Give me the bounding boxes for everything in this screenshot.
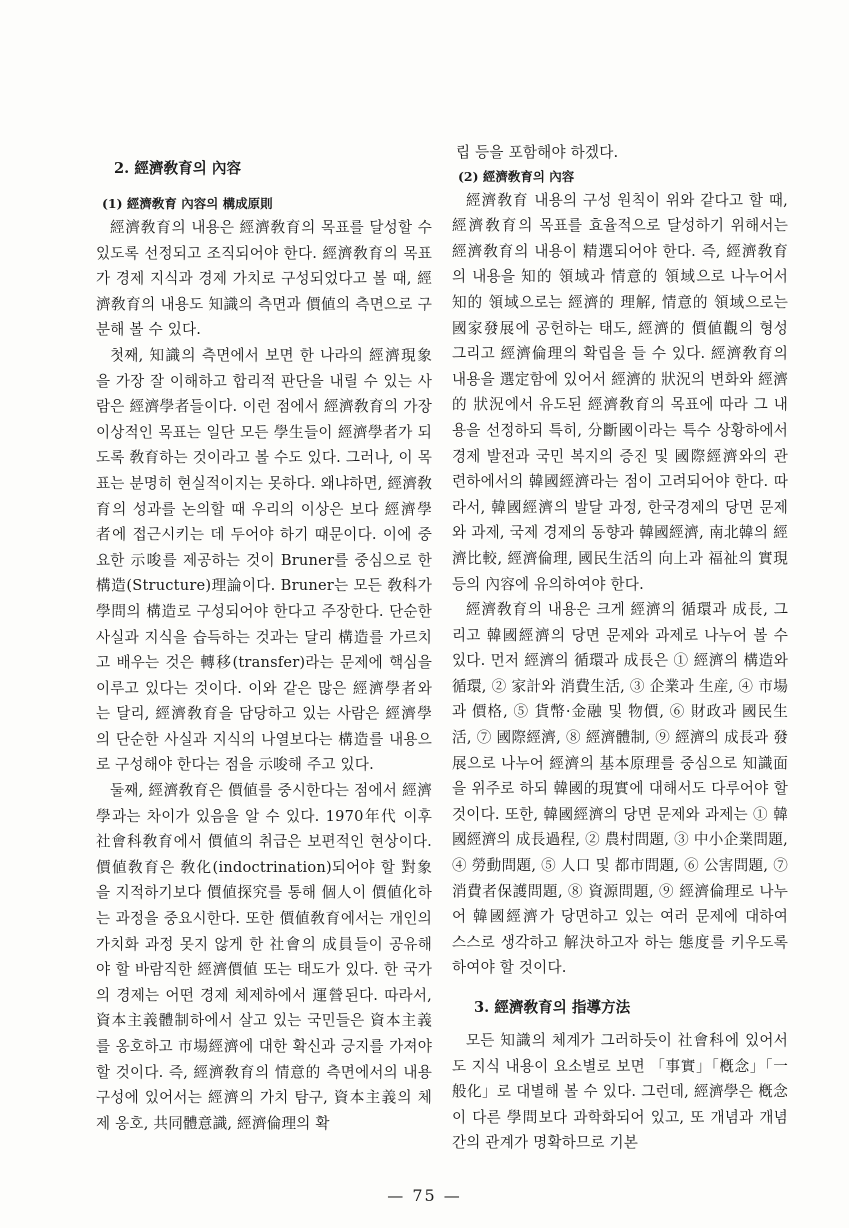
paragraph: 經濟敎育 내용의 구성 원칙이 위와 같다고 할 때, 經濟敎育의 목표를 효율적으로 달성하기 위해서는 經濟敎育의 내용이 精選되어야 한다. 즉, 經濟敎育의 내용을 知的 領域과 情意的 領域으로 나누어서 知的 領域으로는 經濟的 理解, 情意的 領域으로는 國家發展에 공헌하는 태도, 經濟的 價値觀의 형성 그리고 經濟倫理의 확립을 들 수 있다. 經濟敎育의 내용을 選定함에 있어서 經濟的 狀況의 변화와 經濟的 狀況에서 유도된 經濟敎育의 목표에 따라 그 내용을 선정하되 특히, 分斷國이라는 특수 상황하에서 경제 발전과 국민 복지의 증진 및 國際經濟와의 관련하에서의 韓國經濟라는 점이 고려되어야 한다. 따라서, 韓國經濟의 발달 과정, 한국경제의 당면 문제와 과제, 국제 경제의 동향과 韓國經濟, 南北韓의 經濟比較, 經濟倫理, 國民生活의 向上과 福祉의 實現 등의 內容에 유의하여야 한다.	[452, 191, 788, 593]
paragraph: 둘째, 經濟敎育은 價値를 중시한다는 점에서 經濟學과는 차이가 있음을 알 수 있다. 1970年代 이후 社會科敎育에서 價値의 취급은 보편적인 현상이다. 價値敎育은 敎化(indoctrination)되어야 할 對象을 지적하기보다 價値探究를 통해 個人이 價値化하는 과정을 중요시한다. 또한 價値敎育에서는 개인의 가치화 과정 못지 않게 한 社會의 成員들이 공유해야 할 바람직한 經濟價値 또는 태도가 있다. 한 국가의 경제는 어떤 경제 체제하에서 運營된다. 따라서, 資本主義體制하에서 살고 있는 국민들은 資本主義를 옹호하고 市場經濟에 대한 확신과 긍지를 가져야 할 것이다. 즉, 經濟敎育의 情意的 측면에서의 내용 구성에 있어서는 經濟의 가치 탐구, 資本主義의 체제 옹호, 共同體意識, 經濟倫理의 확	[96, 782, 432, 1132]
subsection-title: (1) 經濟敎育 內容의 構成原則	[102, 196, 273, 211]
paragraph: 經濟敎育의 내용은 經濟敎育의 목표를 달성할 수 있도록 선정되고 조직되어야 한다. 經濟敎育의 목표가 경제 지식과 경제 가치로 구성되었다고 볼 때, 經濟敎育의 내용도 知識의 측면과 價値의 측면으로 구분해 볼 수 있다.	[96, 219, 432, 339]
right-column	[452, 140, 788, 1156]
paragraph: 모든 知識의 체계가 그러하듯이 社會科에 있어서도 지식 내용이 요소별로 보면 「事實」「槪念」「一般化」로 대별해 볼 수 있다. 그런데, 經濟學은 槪念이 다른 學問보다 과학화되어 있고, 또 개념과 개념 간의 관계가 명확하므로 기본	[452, 1032, 788, 1152]
paragraph-continuation: 립 등을 포함해야 하겠다.	[456, 144, 619, 161]
page-number: — 75 —	[387, 1186, 462, 1205]
left-column	[96, 140, 432, 1136]
paragraph: 첫째, 知識의 측면에서 보면 한 나라의 經濟現象을 가장 잘 이해하고 합리적 판단을 내릴 수 있는 사람은 經濟學者들이다. 이런 점에서 經濟敎育의 가장 이상적인 목표는 일단 모든 學生들이 經濟學者가 되도록 敎育하는 것이라고 볼 수도 있다. 그러나, 이 목표는 분명히 현실적이지는 못하다. 왜냐하면, 經濟敎育의 성과를 논의할 때 우리의 이상은 보다 經濟學者에 접근시키는 데 두어야 하기 때문이다. 이에 중요한 示唆를 제공하는 것이 Bruner를 중심으로 한 構造(Structure)理論이다. Bruner는 모든 敎科가 學問의 構造로 구성되어야 한다고 주장한다. 단순한 사실과 지식을 습득하는 것과는 달리 構造를 가르치고 배우는 것은 轉移(transfer)라는 문제에 핵심을 이루고 있다는 것이다. 이와 같은 많은 經濟學者와는 달리, 經濟敎育을 담당하고 있는 사람은 經濟學의 단순한 사실과 지식의 나열보다는 構造를 내용으로 구성해야 한다는 점을 示唆해 주고 있다.	[96, 346, 432, 774]
section-title: 3. 經濟敎育의 指導方法	[474, 999, 631, 1016]
paragraph: 經濟敎育의 내용은 크게 經濟의 循環과 成長, 그리고 韓國經濟의 당면 문제와 과제로 나누어 볼 수 있다. 먼저 經濟의 循環과 成長은 ① 經濟의 構造와 循環, ② 家計와 消費生活, ③ 企業과 生産, ④ 市場과 價格, ⑤ 貨幣·金融 및 物價, ⑥ 財政과 國民生活, ⑦ 國際經濟, ⑧ 經濟體制, ⑨ 經濟의 成長과 發展으로 나누어 經濟의 基本原理를 중심으로 知識面을 위주로 하되 韓國的現實에 대해서도 다루어야 할 것이다. 또한, 韓國經濟의 당면 문제와 과제는 ① 韓國經濟의 成長過程, ② 農村問題, ③ 中小企業問題, ④ 勞動問題, ⑤ 人口 및 都市問題, ⑥ 公害問題, ⑦ 消費者保護問題, ⑧ 資源問題, ⑨ 經濟倫理로 나누어 韓國經濟가 당면하고 있는 여러 문제에 대하여 스스로 생각하고 解決하고자 하는 態度를 키우도록 하여야 할 것이다.	[452, 601, 788, 977]
subsection-title: (2) 經濟敎育의 內容	[458, 168, 575, 184]
section-title: 2. 經濟敎育의 內容	[114, 160, 242, 177]
